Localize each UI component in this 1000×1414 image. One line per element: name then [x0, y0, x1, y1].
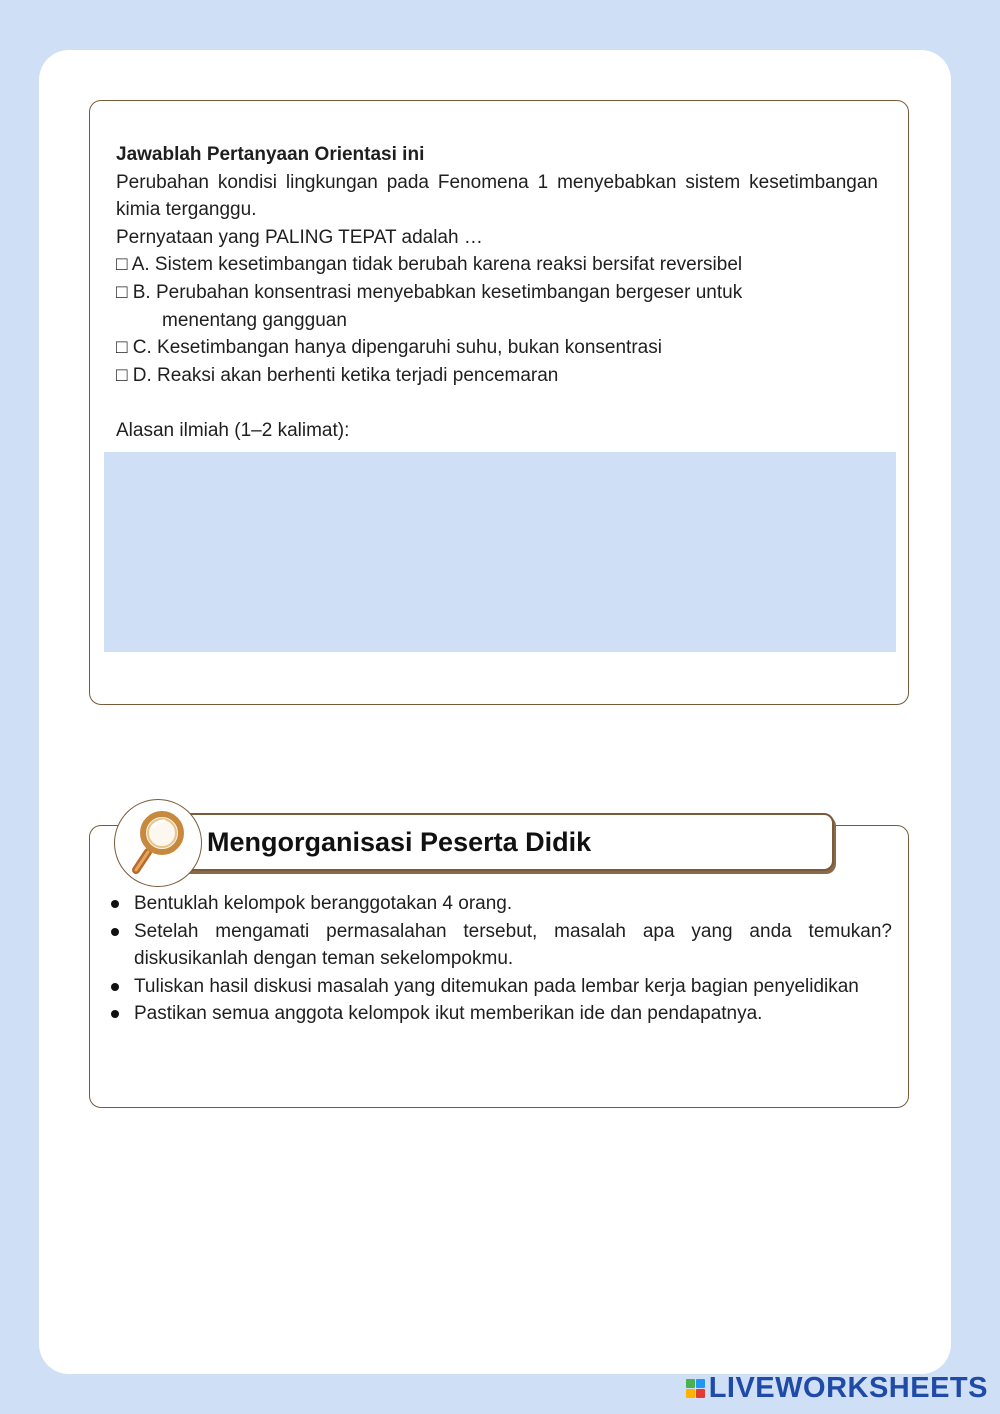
orientation-question — [116, 141, 878, 445]
option-b[interactable]: □ B. Perubahan konsentrasi menyebabkan kesetimbangan bergeser untuk — [116, 281, 743, 303]
list-item: Setelah mengamati permasalahan tersebut, masalah apa yang anda temukan? diskusikanlah dengan teman sekelompokmu. — [106, 918, 892, 973]
list-item: Bentuklah kelompok beranggotakan 4 orang. — [106, 890, 892, 918]
option-b-continuation: menentang gangguan — [162, 309, 347, 331]
list-item: Pastikan semua anggota kelompok ikut memberikan ide dan pendapatnya. — [106, 1000, 892, 1028]
organize-list — [106, 890, 892, 1028]
section-title: Mengorganisasi Peserta Didik — [207, 827, 592, 857]
question-title: Jawablah Pertanyaan Orientasi ini — [116, 144, 425, 165]
list-item: Tuliskan hasil diskusi masalah yang ditemukan pada lembar kerja bagian penyelidikan — [106, 973, 892, 1001]
option-d[interactable]: □ D. Reaksi akan berhenti ketika terjadi pencemaran — [116, 364, 559, 386]
liveworksheets-grid-icon — [686, 1379, 705, 1398]
logo-text: LIVEWORKSHEETS — [708, 1372, 988, 1404]
option-c[interactable]: □ C. Kesetimbangan hanya dipengaruhi suhu, bukan konsentrasi — [116, 337, 662, 359]
question-stem: Perubahan kondisi lingkungan pada Fenomena 1 menyebabkan sistem kesetimbangan kimia terganggu. — [116, 171, 878, 221]
reason-label: Alasan ilmiah (1–2 kalimat): — [116, 419, 350, 441]
question-prompt: Pernyataan yang PALING TEPAT adalah … — [116, 226, 483, 248]
magnifier-badge — [114, 799, 202, 887]
liveworksheets-logo[interactable] — [686, 1372, 988, 1405]
option-a[interactable]: □ A. Sistem kesetimbangan tidak berubah karena reaksi bersifat reversibel — [116, 254, 743, 276]
reason-answer-input[interactable] — [104, 452, 896, 652]
magnifier-icon — [115, 800, 200, 885]
